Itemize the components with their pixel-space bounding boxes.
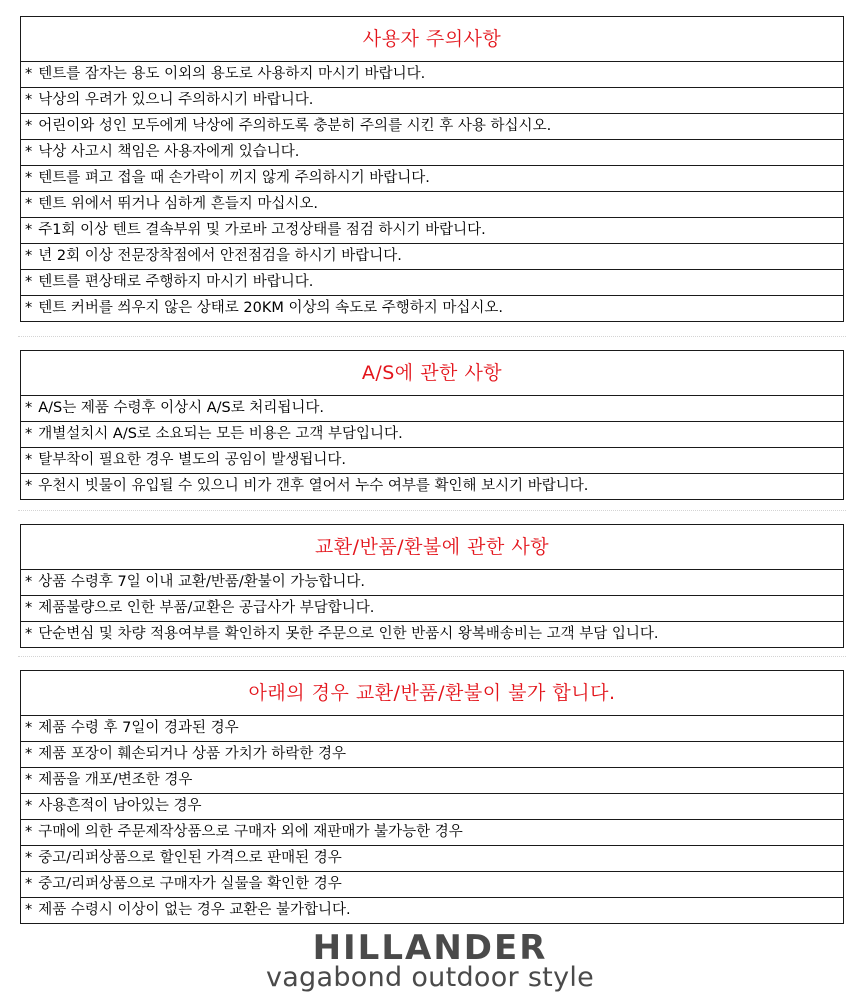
list-item [21,448,843,474]
list-item [21,742,843,768]
item-text: A/S는 제품 수령후 이상시 A/S로 처리됩니다. [38,400,325,416]
list-item [21,140,843,166]
bullet: * [25,876,33,892]
bullet: * [25,772,33,788]
bullet: * [25,746,33,762]
bullet: * [25,92,33,108]
section-title: A/S에 관한 사항 [21,351,843,396]
list-item [21,820,843,846]
section-no-exchange [20,670,844,924]
list-item [21,872,843,898]
item-text: 낙상 사고시 책임은 사용자에게 있습니다. [38,144,300,160]
bullet: * [25,600,33,616]
item-text: 제품불량으로 인한 부품/교환은 공급사가 부담합니다. [38,600,375,616]
list-item [21,296,843,321]
item-text: 텐트 위에서 뛰거나 심하게 흔들지 마십시오. [38,196,319,212]
item-text: 중고/리퍼상품으로 할인된 가격으로 판매된 경우 [38,850,342,866]
section-title: 사용자 주의사항 [21,17,843,62]
bullet: * [25,118,33,134]
item-text: 제품 수령시 이상이 없는 경우 교환은 불가합니다. [38,902,351,918]
item-text: 구매에 의한 주문제작상품으로 구매자 외에 재판매가 불가능한 경우 [38,824,463,840]
list-item [21,846,843,872]
bullet: * [25,400,33,416]
list-item [21,62,843,88]
brand-tagline: vagabond outdoor style [265,962,595,993]
bullet: * [25,66,33,82]
bullet: * [25,574,33,590]
bullet: * [25,850,33,866]
item-text: 텐트를 잠자는 용도 이외의 용도로 사용하지 마시기 바랍니다. [38,66,426,82]
item-text: 개별설치시 A/S로 소요되는 모든 비용은 고객 부담입니다. [38,426,403,442]
item-text: 텐트를 편상태로 주행하지 마시기 바랍니다. [38,274,314,290]
list-item [21,716,843,742]
section-exchange-return [20,524,844,648]
spacer-line [18,510,846,511]
as-list [21,396,843,499]
item-text: 탈부착이 필요한 경우 별도의 공임이 발생됩니다. [38,452,347,468]
item-text: 제품 포장이 훼손되거나 상품 가치가 하락한 경우 [38,746,347,762]
list-item [21,244,843,270]
list-item [21,422,843,448]
item-text: 텐트를 펴고 접을 때 손가락이 끼지 않게 주의하시기 바랍니다. [38,170,430,186]
item-text: 우천시 빗물이 유입될 수 있으니 비가 갠후 열어서 누수 여부를 확인해 보시기 바랍니다. [38,478,589,494]
bullet: * [25,426,33,442]
list-item [21,396,843,422]
section-user-precautions [20,16,844,322]
item-text: 단순변심 및 차량 적용여부를 확인하지 못한 주문으로 인한 반품시 왕복배송비는 고객 부담 입니다. [38,626,659,642]
brand-logo: HILLANDER [312,928,548,968]
list-item [21,794,843,820]
list-item [21,166,843,192]
item-text: 낙상의 우려가 있으니 주의하시기 바랍니다. [38,92,314,108]
bullet: * [25,196,33,212]
spacer-line [18,656,846,657]
list-item [21,218,843,244]
bullet: * [25,478,33,494]
list-item [21,114,843,140]
list-item [21,622,843,647]
bullet: * [25,798,33,814]
bullet: * [25,720,33,736]
exchange-list [21,570,843,647]
section-title: 아래의 경우 교환/반품/환불이 불가 합니다. [21,671,843,716]
list-item [21,192,843,218]
bullet: * [25,170,33,186]
bullet: * [25,902,33,918]
item-text: 어린이와 성인 모두에게 낙상에 주의하도록 충분히 주의를 시킨 후 사용 하십시오. [38,118,552,134]
list-item [21,570,843,596]
item-text: 텐트 커버를 씌우지 않은 상태로 20KM 이상의 속도로 주행하지 마십시오. [38,300,503,316]
bullet: * [25,222,33,238]
bullet: * [25,824,33,840]
item-text: 중고/리퍼상품으로 구매자가 실물을 확인한 경우 [38,876,342,892]
list-item [21,898,843,923]
item-text: 년 2회 이상 전문장착점에서 안전점검을 하시기 바랍니다. [38,248,402,264]
bullet: * [25,452,33,468]
bullet: * [25,626,33,642]
bullet: * [25,274,33,290]
item-text: 제품 수령 후 7일이 경과된 경우 [38,720,239,736]
bullet: * [25,144,33,160]
list-item [21,474,843,499]
item-text: 제품을 개포/변조한 경우 [38,772,193,788]
list-item [21,596,843,622]
bullet: * [25,300,33,316]
item-text: 사용흔적이 남아있는 경우 [38,798,202,814]
list-item [21,88,843,114]
no-exchange-list [21,716,843,923]
bullet: * [25,248,33,264]
section-after-service [20,350,844,500]
list-item [21,270,843,296]
item-text: 상품 수령후 7일 이내 교환/반품/환불이 가능합니다. [38,574,366,590]
item-text: 주1회 이상 텐트 결속부위 및 가로바 고정상태를 점검 하시기 바랍니다. [38,222,486,238]
section-title: 교환/반품/환불에 관한 사항 [21,525,843,570]
list-item [21,768,843,794]
spacer-line [18,336,846,337]
precaution-list [21,62,843,321]
